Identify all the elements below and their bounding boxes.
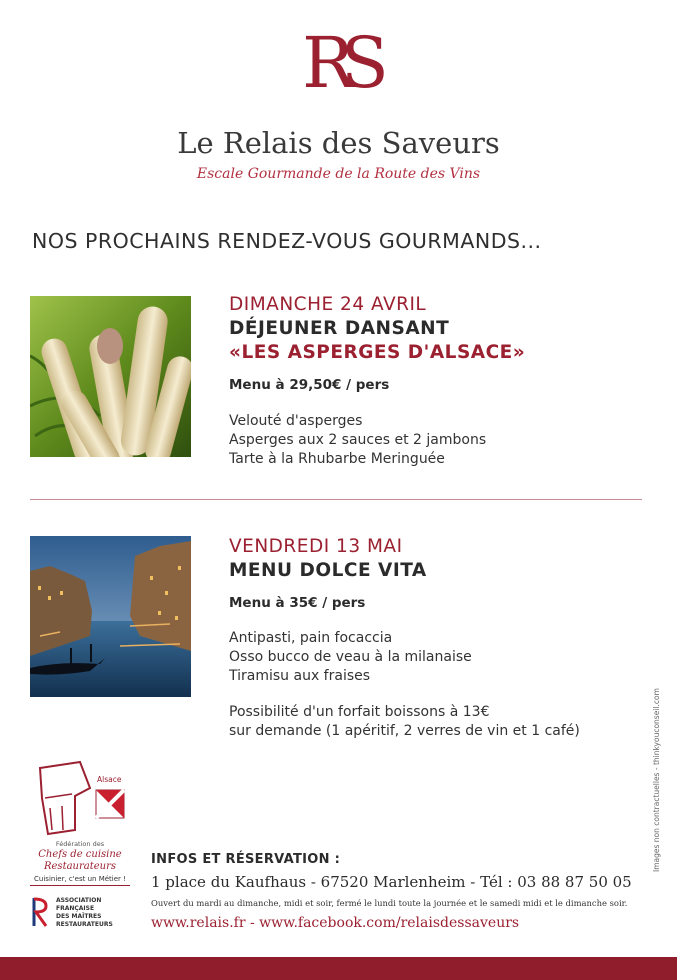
amr-logo-icon xyxy=(30,896,50,928)
event-2-price: Menu à 35€ / pers xyxy=(229,595,366,611)
event-2-dish: Osso bucco de veau à la milanaise xyxy=(229,649,472,665)
event-2-note: sur demande (1 apéritif, 2 verres de vin et 1 café) xyxy=(229,723,580,739)
alsace-label: Alsace xyxy=(97,775,122,784)
federation-slogan: Cuisinier, c'est un Métier ! xyxy=(30,875,130,886)
association-line2: FRANÇAISE xyxy=(56,905,95,912)
association-line1: ASSOCIATION xyxy=(56,897,102,904)
event-2-note: Possibilité d'un forfait boissons à 13€ xyxy=(229,704,490,720)
brand-name: Le Relais des Saveurs xyxy=(177,126,500,160)
asparagus-photo xyxy=(30,296,191,457)
association-line3: DES MAÎTRES xyxy=(56,913,102,920)
event-1-date: DIMANCHE 24 AVRIL xyxy=(229,294,427,315)
page-headline: NOS PROCHAINS RENDEZ-VOUS GOURMANDS... xyxy=(32,229,542,253)
event-1-dish: Asperges aux 2 sauces et 2 jambons xyxy=(229,432,487,448)
section-divider xyxy=(30,499,642,500)
side-notice: Images non contractuelles - thinkyouconseil.com xyxy=(652,688,661,872)
footer-band xyxy=(0,957,677,980)
address-phone: 1 place du Kaufhaus - 67520 Marlenheim - Tél : 03 88 87 50 05 xyxy=(151,873,632,891)
federation-line2: Chefs de cuisine xyxy=(38,849,122,860)
federation-line1: Fédération des xyxy=(55,840,105,848)
chef-hat-logo xyxy=(30,758,100,838)
federation-line3: Restaurateurs xyxy=(43,861,117,872)
event-1-dish: Velouté d'asperges xyxy=(229,413,363,429)
rs-monogram-logo: RS xyxy=(302,22,375,104)
event-2-date: VENDREDI 13 MAI xyxy=(229,536,403,557)
event-1-title-line2: «LES ASPERGES D'ALSACE» xyxy=(229,342,526,363)
event-1-title-line1: DÉJEUNER DANSANT xyxy=(229,318,450,339)
venice-canal-photo xyxy=(30,536,191,697)
alsace-flag-icon xyxy=(95,789,125,819)
brand-tagline: Escale Gourmande de la Route des Vins xyxy=(196,166,481,182)
opening-hours: Ouvert du mardi au dimanche, midi et soir, fermé le lundi toute la journée et le samedi midi et le dimanche soir. xyxy=(151,898,628,908)
association-line4: RESTAURATEURS xyxy=(56,921,113,928)
event-2-dish: Tiramisu aux fraises xyxy=(229,668,371,684)
website-links[interactable]: www.relais.fr - www.facebook.com/relaisdessaveurs xyxy=(151,915,520,931)
event-1-price: Menu à 29,50€ / pers xyxy=(229,377,390,393)
event-2-title: MENU DOLCE VITA xyxy=(229,560,427,581)
infos-heading: INFOS ET RÉSERVATION : xyxy=(151,852,341,867)
event-1-dish: Tarte à la Rhubarbe Meringuée xyxy=(229,451,445,467)
event-2-dish: Antipasti, pain focaccia xyxy=(229,630,393,646)
